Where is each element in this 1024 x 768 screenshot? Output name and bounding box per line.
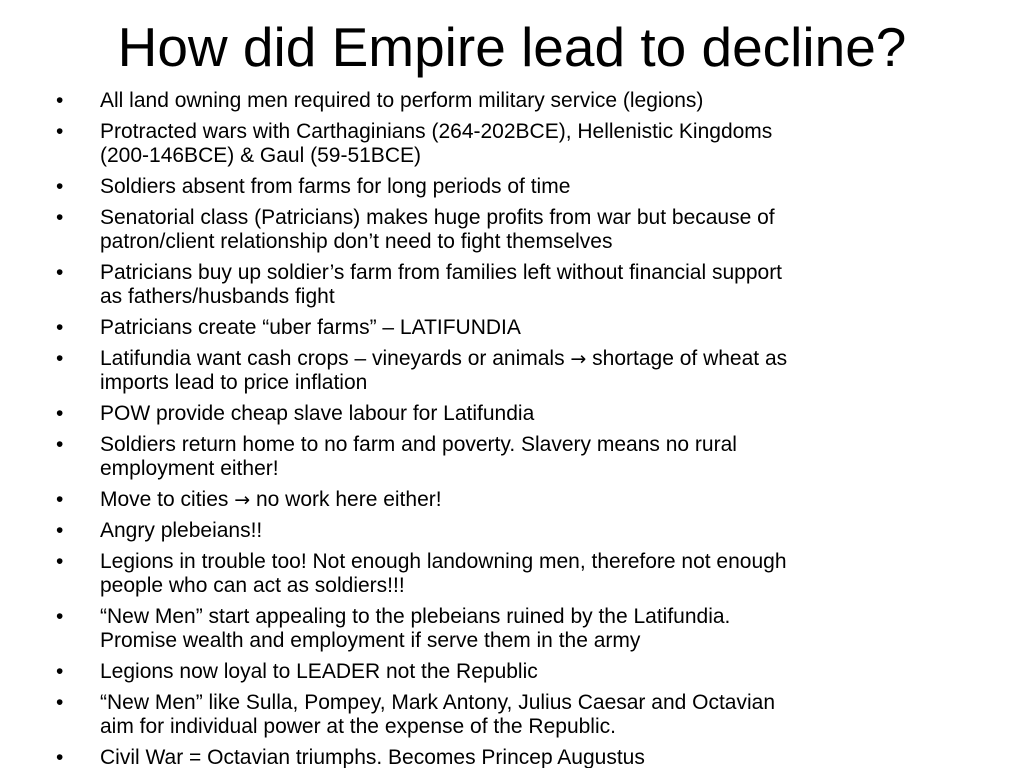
right-arrow-icon: →: [234, 489, 251, 511]
bullet-soldiers-return: [56, 433, 956, 481]
bullet-text-line-2: as fathers/husbands fight: [100, 285, 335, 308]
bullet-text: POW provide cheap slave labour for Latifundia: [100, 402, 535, 425]
bullet-text-before-arrow: Move to cities: [100, 488, 235, 511]
bullet-patricians-buy-farms: [56, 261, 956, 309]
bullet-text: All land owning men required to perform military service (legions): [100, 89, 704, 112]
bullet-icon: •: [56, 89, 64, 112]
bullet-icon: •: [56, 488, 64, 511]
bullet-icon: •: [56, 519, 64, 542]
bullet-icon: •: [56, 261, 64, 284]
bullet-text: Legions now loyal to LEADER not the Republic: [100, 660, 538, 683]
bullet-text-line-2: Promise wealth and employment if serve them in the army: [100, 629, 641, 652]
bullet-text-after-arrow: no work here either!: [250, 488, 442, 511]
bullet-uber-farms: [56, 316, 956, 340]
bullet-text-line-1: “New Men” like Sulla, Pompey, Mark Antony, Julius Caesar and Octavian: [100, 691, 776, 714]
bullet-text-line-2: people who can act as soldiers!!!: [100, 574, 405, 597]
bullet-list: [56, 89, 956, 768]
bullet-text: Patricians create “uber farms” – LATIFUNDIA: [100, 316, 521, 339]
bullet-text-line-1: Patricians buy up soldier’s farm from families left without financial support: [100, 261, 783, 284]
bullet-legions-loyal: [56, 660, 956, 684]
bullet-military-service: [56, 89, 956, 113]
slide-title: How did Empire lead to decline?: [117, 16, 907, 78]
bullet-text-line-1: Senatorial class (Patricians) makes huge profits from war but because of: [100, 206, 775, 229]
bullet-cash-crops: [56, 347, 956, 395]
bullet-angry-plebeians: [56, 519, 956, 543]
bullet-icon: •: [56, 206, 64, 229]
bullet-protracted-wars: [56, 120, 956, 168]
bullet-text-line-2: (200-146BCE) & Gaul (59-51BCE): [100, 144, 421, 167]
bullet-slave-labour: [56, 402, 956, 426]
bullet-text-line-1: Protracted wars with Carthaginians (264-202BCE), Hellenistic Kingdoms: [100, 120, 773, 143]
bullet-icon: •: [56, 660, 64, 683]
bullet-legions-trouble: [56, 550, 956, 598]
bullet-text-line-1: “New Men” start appealing to the plebeians ruined by the Latifundia.: [100, 605, 731, 628]
bullet-icon: •: [56, 746, 64, 768]
bullet-text-line-2: aim for individual power at the expense of the Republic.: [100, 715, 616, 738]
bullet-move-to-cities: [56, 488, 956, 512]
bullet-text-line-2: employment either!: [100, 457, 279, 480]
bullet-icon: •: [56, 175, 64, 198]
bullet-icon: •: [56, 402, 64, 425]
bullet-soldiers-absent: [56, 175, 956, 199]
bullet-icon: •: [56, 433, 64, 456]
bullet-icon: •: [56, 316, 64, 339]
bullet-icon: •: [56, 550, 64, 573]
bullet-text-line-2: imports lead to price inflation: [100, 371, 368, 394]
bullet-senatorial-class: [56, 206, 956, 254]
bullet-text-line-1: Legions in trouble too! Not enough landowning men, therefore not enough: [100, 550, 787, 573]
bullet-icon: •: [56, 691, 64, 714]
bullet-text: Civil War = Octavian triumphs. Becomes Princep Augustus: [100, 746, 645, 768]
bullet-text-after-arrow: shortage of wheat as: [586, 347, 788, 370]
bullet-text-line-1: Soldiers return home to no farm and poverty. Slavery means no rural: [100, 433, 737, 456]
bullet-icon: •: [56, 347, 64, 370]
bullet-icon: •: [56, 605, 64, 628]
bullet-text: Soldiers absent from farms for long periods of time: [100, 175, 571, 198]
bullet-civil-war: [56, 746, 956, 768]
right-arrow-icon: →: [570, 348, 587, 370]
bullet-new-men-appeal: [56, 605, 956, 653]
bullet-text-line-2: patron/client relationship don’t need to fight themselves: [100, 230, 613, 253]
bullet-text-before-arrow: Latifundia want cash crops – vineyards or animals: [100, 347, 571, 370]
bullet-text: Angry plebeians!!: [100, 519, 263, 542]
bullet-new-men-power: [56, 691, 956, 739]
bullet-icon: •: [56, 120, 64, 143]
